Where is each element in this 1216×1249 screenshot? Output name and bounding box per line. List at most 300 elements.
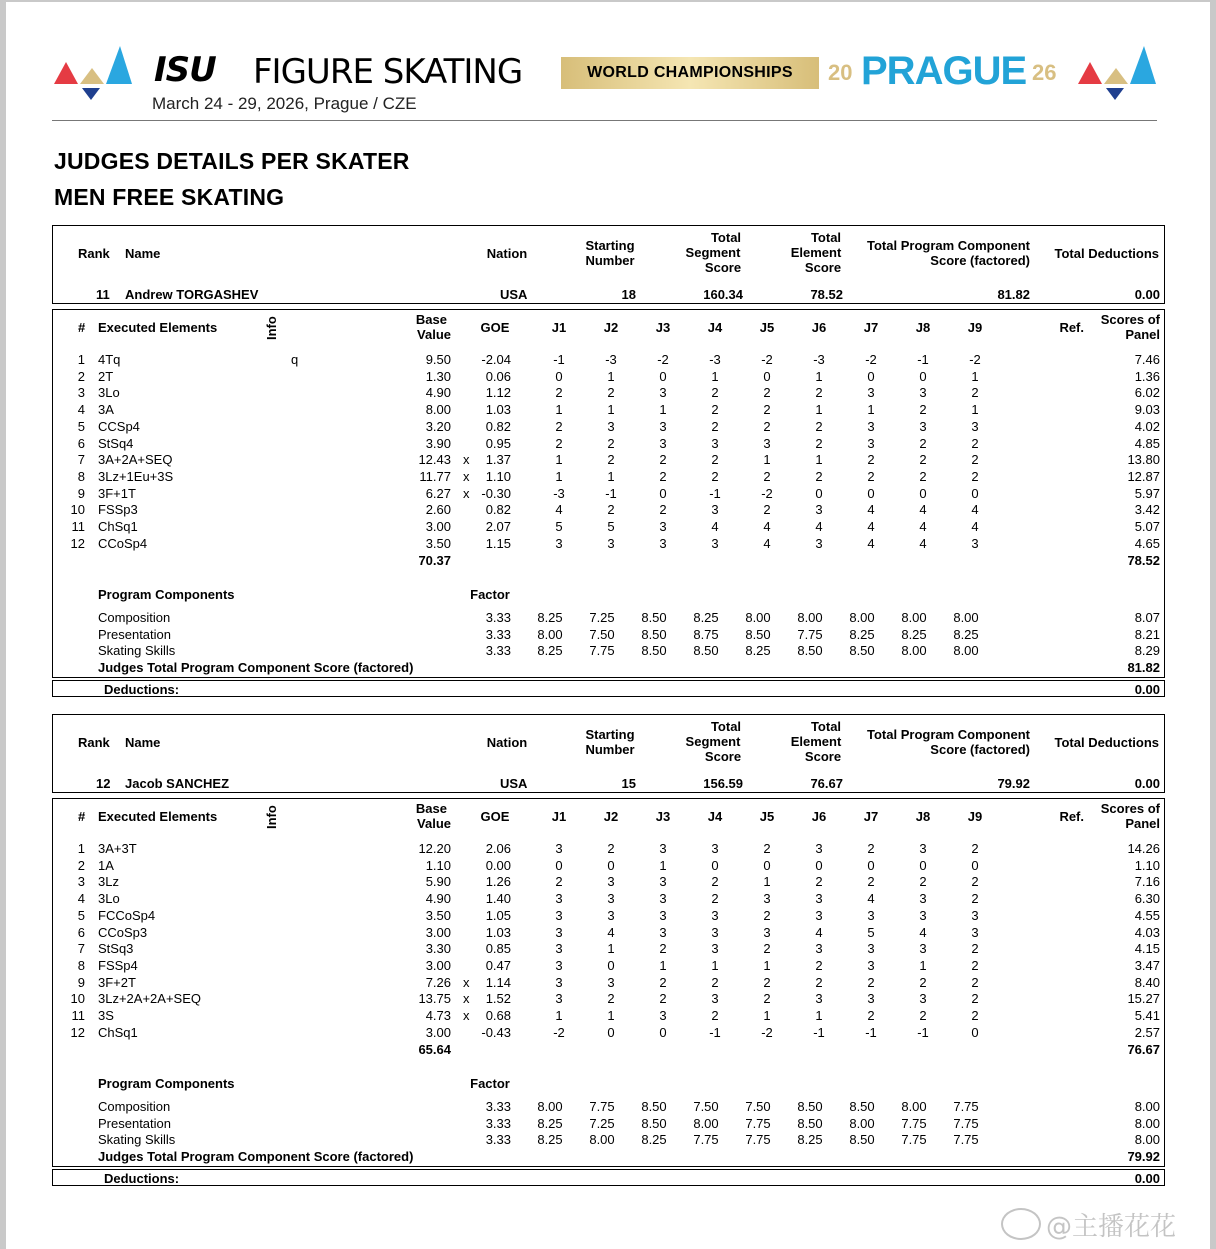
goe-value: 1.03 [485,402,511,418]
judge-score: 3 [607,974,615,990]
component-judge-score: 8.00 [953,610,979,625]
base-value: 3.00 [425,1024,451,1040]
panel-score: 2.57 [1134,1024,1160,1040]
judge-score: 2 [919,435,927,451]
deductions-total: 0.00 [1134,682,1160,697]
component-judge-score: 8.50 [641,1115,667,1131]
base-value: 1.30 [425,368,451,384]
base-value: 4.90 [425,385,451,401]
judge-header: J3 [655,809,671,824]
judge-score: 2 [763,907,771,923]
starting-number-value: 15 [621,776,636,791]
judge-score: 3 [555,924,563,940]
judge-score: 3 [867,435,875,451]
judge-score: 1 [607,941,615,957]
judge-score: -3 [553,485,565,501]
judge-score: -2 [761,1024,773,1040]
component-panel-score: 8.00 [1134,1115,1160,1131]
base-value: 4.90 [425,891,451,907]
element-code: 3Lz [98,874,119,890]
element-number: 12 [70,1024,85,1040]
component-judge-score: 8.25 [537,1115,563,1131]
component-judge-score: 8.50 [797,1115,823,1131]
component-judge-score: 7.75 [901,1132,927,1148]
panel-score: 6.30 [1134,891,1160,907]
pcs-value: 81.82 [997,287,1030,302]
element-number: 4 [77,402,85,418]
panel-score: 4.85 [1134,435,1160,451]
judge-score: 1 [815,1008,823,1023]
tss-value: 156.59 [703,776,743,791]
component-judge-score: 8.50 [641,626,667,642]
judge-score: 3 [815,907,823,923]
judge-score: 1 [971,402,979,418]
judge-header: J3 [655,320,671,335]
judge-score: 4 [971,502,979,518]
component-factor: 3.33 [485,1132,511,1148]
judge-score: 2 [659,502,667,518]
bonus-marker: x [463,485,470,501]
pcs-header: Total Program Component [867,238,1030,253]
judge-score: 3 [815,535,823,551]
base-value: 9.50 [425,352,451,367]
judge-score: 2 [971,435,979,451]
element-code: 3A+2A+SEQ [98,452,173,468]
judge-score: 2 [867,841,875,856]
component-panel-score: 8.29 [1134,643,1160,659]
element-code: StSq4 [98,435,134,451]
judge-score: 2 [763,991,771,1007]
judge-score: 2 [919,468,927,484]
base-value: 11.77 [419,468,451,484]
goe-value: 1.05 [485,907,511,923]
bonus-marker: x [463,468,470,484]
judge-header: J8 [915,809,931,824]
element-code: CCoSp4 [98,535,148,551]
info-header: Info [264,316,279,340]
judge-score: 3 [971,907,979,923]
judge-score: 3 [919,991,927,1007]
judge-score: 2 [919,452,927,468]
judge-score: 3 [711,907,719,923]
executed-elements-header: Executed Elements [98,320,218,335]
skater-name: Andrew TORGASHEV [125,287,259,302]
element-code: 3F+2T [98,974,136,990]
bonus-marker: x [463,974,470,990]
component-judge-score: 7.50 [693,1099,719,1114]
panel-score: 1.36 [1134,368,1160,384]
judge-score: 5 [607,519,615,534]
element-code: CCSp4 [98,418,140,434]
judge-score: 3 [867,991,875,1007]
tes-header: Total [810,719,842,734]
tss-header: Total [710,719,742,734]
element-number: 8 [77,468,85,484]
element-number: 4 [77,891,85,907]
judge-score: 2 [815,874,823,890]
goe-value: 0.85 [485,941,511,957]
judge-score: 3 [555,841,563,856]
judge-score: 2 [555,418,563,434]
judge-score: 3 [815,841,823,856]
judge-score: -2 [657,352,669,367]
element-number: 9 [77,485,85,501]
judge-score: 2 [659,941,667,957]
goe-value: 1.10 [485,468,511,484]
judge-score: 2 [971,974,979,990]
judge-score: 1 [867,402,875,418]
judge-header: J1 [551,320,567,335]
base-value: 6.27 [425,485,451,501]
judge-score: 2 [971,452,979,468]
judge-score: 3 [659,535,667,551]
championship-logo-right [1078,42,1158,104]
judge-score: 3 [659,924,667,940]
judge-score: 0 [555,368,563,384]
pcs-header: Score (factored) [930,253,1030,268]
component-judge-score: 8.50 [745,626,771,642]
panel-score: 5.07 [1134,519,1160,534]
element-code: ChSq1 [98,1024,138,1040]
pcs-header: Score (factored) [930,742,1030,757]
judge-score: 0 [607,957,615,973]
tes-header: Element [790,734,842,749]
document-title: JUDGES DETAILS PER SKATER [54,148,410,174]
judge-score: 3 [659,874,667,890]
component-panel-score: 8.07 [1134,610,1160,625]
judge-score: 2 [659,991,667,1007]
element-number: 2 [77,857,85,873]
element-number: 11 [71,519,85,534]
tes-value: 78.52 [810,287,843,302]
judge-score: 3 [711,991,719,1007]
panel-score: 7.46 [1134,352,1160,367]
goe-value: 1.52 [485,991,511,1007]
judge-score: 1 [607,468,615,484]
factor-header: Factor [470,587,510,602]
championship-logo-left [54,42,134,104]
judge-score: 2 [919,874,927,890]
component-judge-score: 8.00 [797,610,823,625]
judge-score: 3 [607,418,615,434]
tes-value: 76.67 [810,776,843,791]
judge-score: 2 [815,385,823,401]
element-code: 3Lz+1Eu+3S [98,468,174,484]
pcs-header: Total Program Component [867,727,1030,742]
component-judge-score: 7.75 [589,643,615,659]
goe-value: -2.04 [481,352,511,367]
judge-score: 3 [711,941,719,957]
component-judge-score: 7.75 [589,1099,615,1114]
judge-score: 1 [711,957,719,973]
base-value: 3.30 [425,941,451,957]
judge-score: 2 [711,418,719,434]
base-value: 3.00 [425,957,451,973]
scores-of-panel-header: Panel [1125,327,1160,342]
judge-score: 2 [919,402,927,418]
panel-score-total: 78.52 [1127,553,1160,568]
base-value: 3.00 [425,519,451,534]
ref-header: Ref. [1059,320,1084,335]
judge-score: 2 [763,974,771,990]
judge-score: 3 [971,924,979,940]
component-factor: 3.33 [485,610,511,625]
judge-score: 1 [659,957,667,973]
element-number: 7 [77,941,85,957]
judge-score: 2 [971,468,979,484]
judge-score: -2 [553,1024,565,1040]
judges-total-pcs-value: 79.92 [1127,1149,1160,1164]
judge-score: 2 [607,991,615,1007]
element-number: 3 [77,385,85,401]
judge-score: 1 [555,452,563,468]
year-20: 20 [828,60,853,85]
component-judge-score: 7.75 [953,1099,979,1114]
panel-score: 15.27 [1127,991,1160,1007]
element-code: ChSq1 [98,519,138,534]
component-judge-score: 8.00 [849,1115,875,1131]
watermark: @主播花花 [1046,1212,1177,1242]
component-judge-score: 8.00 [745,610,771,625]
weibo-icon [1001,1208,1041,1240]
base-value: 12.43 [418,452,451,468]
judge-score: 2 [867,874,875,890]
judge-score: 3 [607,874,615,890]
element-number: 12 [70,535,85,551]
nation-value: USA [500,287,528,302]
panel-score: 7.16 [1134,874,1160,890]
deductions-box [52,680,1165,697]
judge-score: 3 [711,435,719,451]
judge-score: 1 [607,1008,615,1023]
judge-score: 3 [607,891,615,907]
judge-score: 3 [867,418,875,434]
judge-score: 3 [555,891,563,907]
component-judge-score: 8.25 [901,626,927,642]
judge-score: 2 [763,941,771,957]
base-value-header: Value [417,816,451,831]
judge-score: 4 [867,891,875,907]
bonus-marker: x [463,991,470,1007]
panel-score-total: 76.67 [1127,1042,1160,1057]
tss-header: Score [704,260,742,275]
component-judge-score: 8.50 [641,1099,667,1114]
component-name: Composition [98,610,171,625]
judge-score: 3 [711,535,719,551]
goe-value: 0.47 [485,957,511,973]
base-value: 7.26 [425,974,451,990]
judge-score: 0 [659,368,667,384]
element-number: 8 [77,957,85,973]
goe-value: 1.15 [485,535,511,551]
base-value-total: 70.37 [418,553,451,568]
goe-value: 0.06 [485,368,511,384]
judge-score: 3 [711,502,719,518]
judge-score: 3 [763,435,771,451]
scores-of-panel-header: Scores of [1100,312,1160,327]
component-factor: 3.33 [485,1115,511,1131]
judge-score: 3 [919,841,927,856]
executed-elements-header: Executed Elements [98,809,218,824]
element-code: 3F+1T [98,485,136,501]
judge-score: 3 [659,891,667,907]
component-judge-score: 8.25 [693,610,719,625]
goe-value: -0.43 [481,1024,511,1040]
component-judge-score: 7.50 [745,1099,771,1114]
judge-score: 0 [763,857,771,873]
results-page [6,2,1210,1249]
year-26: 26 [1032,60,1057,85]
judge-score: 0 [815,485,823,501]
goe-value: 0.82 [485,418,511,434]
nation-value: USA [500,776,528,791]
component-factor: 3.33 [485,643,511,659]
goe-value: 2.07 [485,519,511,534]
rank-value: 11 [96,287,110,302]
judge-score: 3 [867,907,875,923]
total-deductions-header: Total Deductions [1054,246,1159,261]
world-championships-badge: WORLD CHAMPIONSHIPS [561,57,819,89]
element-number: 9 [77,974,85,990]
judge-score: 2 [607,502,615,518]
component-judge-score: 8.50 [797,643,823,659]
judge-score: 2 [711,452,719,468]
component-panel-score: 8.21 [1134,626,1160,642]
tes-header: Score [804,749,842,764]
judge-score: 0 [607,857,615,873]
panel-score: 9.03 [1134,402,1160,418]
goe-value: 1.37 [485,452,511,468]
component-judge-score: 8.00 [537,626,563,642]
component-judge-score: 7.75 [797,626,823,642]
element-number: 1 [77,352,85,367]
component-judge-score: 8.25 [745,643,771,659]
judge-score: 0 [659,1024,667,1040]
element-number: 10 [70,502,85,518]
goe-value: 1.03 [485,924,511,940]
judge-score: 1 [919,957,927,973]
component-judge-score: 8.25 [849,626,875,642]
judge-header: J9 [967,320,983,335]
judge-score: 3 [919,385,927,401]
judge-score: 1 [815,368,823,384]
judge-score: 2 [919,974,927,990]
judge-score: 3 [659,418,667,434]
component-factor: 3.33 [485,1099,511,1114]
header-rule [52,120,1157,121]
judge-score: 1 [763,1008,771,1023]
base-value: 2.60 [425,502,451,518]
ref-header: Ref. [1059,809,1084,824]
base-value: 3.50 [425,907,451,923]
judge-score: 1 [607,402,615,418]
judge-score: 3 [815,941,823,957]
judge-score: 4 [919,519,927,534]
panel-score: 5.41 [1134,1008,1160,1023]
judge-score: 3 [867,941,875,957]
tes-header: Total [810,230,842,245]
judge-score: 3 [607,535,615,551]
judge-score: 1 [607,368,615,384]
judge-header: J4 [707,320,723,335]
judge-score: 3 [763,924,771,940]
goe-value: 0.82 [485,502,511,518]
judge-score: 3 [555,907,563,923]
component-judge-score: 7.75 [953,1115,979,1131]
judge-score: 0 [607,1024,615,1040]
judge-score: 4 [763,535,771,551]
program-components-header: Program Components [98,587,235,602]
judge-score: 3 [555,535,563,551]
judge-score: 2 [971,891,979,907]
judge-score: -1 [813,1024,825,1040]
judge-score: -1 [709,485,721,501]
deductions-value: 0.00 [1134,776,1160,791]
event-dates: March 24 - 29, 2026, Prague / CZE [152,94,417,113]
panel-score: 6.02 [1134,385,1160,401]
component-judge-score: 8.50 [849,1099,875,1114]
element-code: 2T [98,368,114,384]
judge-score: 3 [971,418,979,434]
component-judge-score: 8.75 [693,626,719,642]
element-code: 3Lz+2A+2A+SEQ [98,991,201,1007]
tss-header: Score [704,749,742,764]
panel-score: 4.65 [1134,535,1160,551]
component-judge-score: 8.00 [901,1099,927,1114]
component-judge-score: 8.50 [849,1132,875,1148]
starting-number-header: Number [585,253,635,268]
element-code: 3A [98,402,114,418]
judge-score: 3 [867,385,875,401]
figure-skating-logo: FIGURE SKATING [253,52,523,92]
component-judge-score: 7.25 [589,1115,615,1131]
component-judge-score: 8.50 [641,610,667,625]
judge-score: 2 [815,468,823,484]
judge-score: 2 [867,974,875,990]
judge-score: -2 [761,352,773,367]
judge-score: 2 [555,435,563,451]
element-code: 3Lo [98,891,120,907]
element-number: 7 [77,452,85,468]
judge-score: 3 [555,974,563,990]
name-header: Name [125,735,161,750]
judge-score: 1 [971,368,979,384]
component-judge-score: 8.50 [849,643,875,659]
panel-score: 4.03 [1134,924,1160,940]
info-header: Info [264,805,279,829]
judge-score: 2 [971,941,979,957]
judge-score: 3 [555,957,563,973]
base-value: 8.00 [425,402,451,418]
judge-score: 4 [919,502,927,518]
base-value: 1.10 [425,857,451,873]
judge-score: 2 [607,841,615,856]
judge-score: 4 [867,502,875,518]
judge-score: 2 [815,435,823,451]
judge-score: 1 [659,402,667,418]
judge-score: 1 [659,857,667,873]
rank-header: Rank [78,735,110,750]
component-judge-score: 8.25 [953,626,979,642]
starting-number-header: Number [585,742,635,757]
judge-header: J1 [551,809,567,824]
component-judge-score: 8.00 [537,1099,563,1114]
judge-header: J6 [811,809,827,824]
element-code: 1A [98,857,114,873]
base-value: 4.73 [425,1008,451,1023]
judge-score: 2 [659,974,667,990]
judge-score: 2 [815,974,823,990]
